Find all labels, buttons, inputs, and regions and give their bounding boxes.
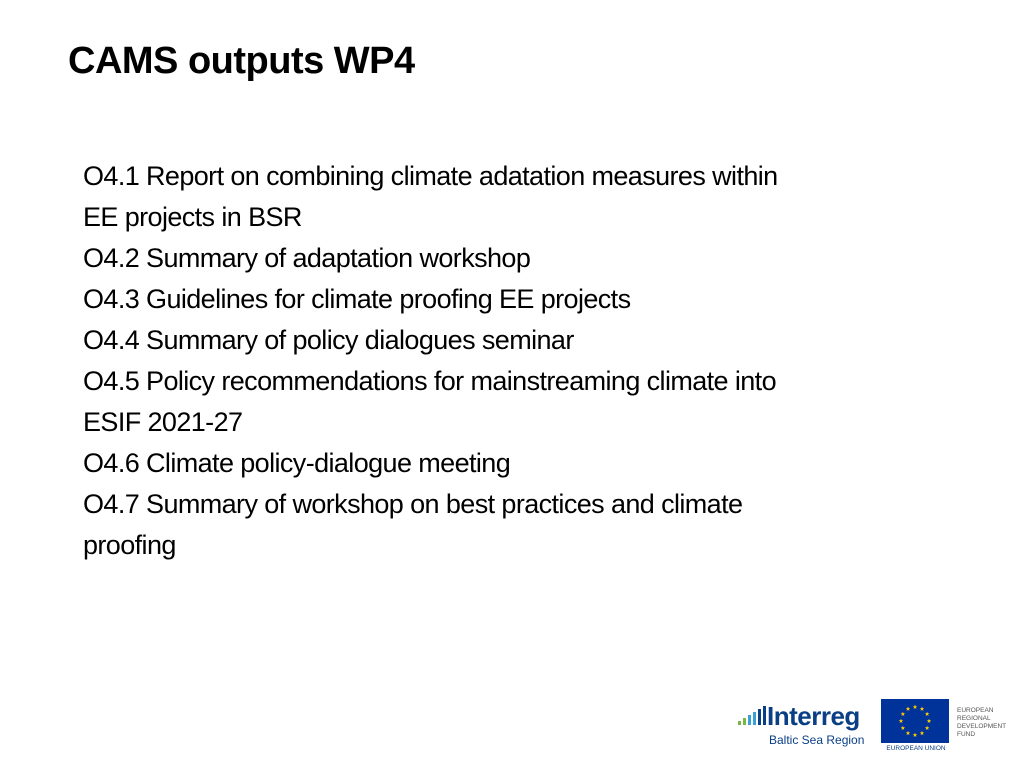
erdf-line: FUND — [957, 731, 976, 738]
output-line: proofing — [83, 530, 176, 560]
eu-label: EUROPEAN UNION — [886, 745, 946, 752]
output-line: O4.1 Report on combining climate adatation measures within — [83, 161, 778, 191]
output-line: O4.6 Climate policy-dialogue meeting — [83, 448, 511, 478]
signal-bars-icon — [737, 705, 767, 729]
outputs-list — [83, 156, 963, 566]
erdf-line: DEVELOPMENT — [957, 723, 1007, 730]
footer-logos — [737, 697, 1017, 757]
erdf-line: EUROPEAN — [957, 707, 994, 714]
slide-title: CAMS outputs WP4 — [68, 40, 415, 82]
output-line: ESIF 2021-27 — [83, 407, 243, 437]
interreg-logo — [737, 699, 877, 749]
interreg-wordmark: Interreg — [767, 701, 860, 731]
interreg-region-label: Baltic Sea Region — [769, 733, 865, 747]
output-line: O4.3 Guidelines for climate proofing EE projects — [83, 284, 631, 314]
output-line: O4.4 Summary of policy dialogues seminar — [83, 325, 574, 355]
output-line: O4.7 Summary of workshop on best practices and climate — [83, 489, 743, 519]
output-line: O4.5 Policy recommendations for mainstreaming climate into — [83, 366, 777, 396]
eu-logo — [881, 699, 951, 753]
output-line: EE projects in BSR — [83, 202, 302, 232]
erdf-label — [957, 707, 1017, 739]
erdf-line: REGIONAL — [957, 715, 991, 722]
eu-flag-icon — [881, 699, 949, 743]
output-line: O4.2 Summary of adaptation workshop — [83, 243, 531, 273]
